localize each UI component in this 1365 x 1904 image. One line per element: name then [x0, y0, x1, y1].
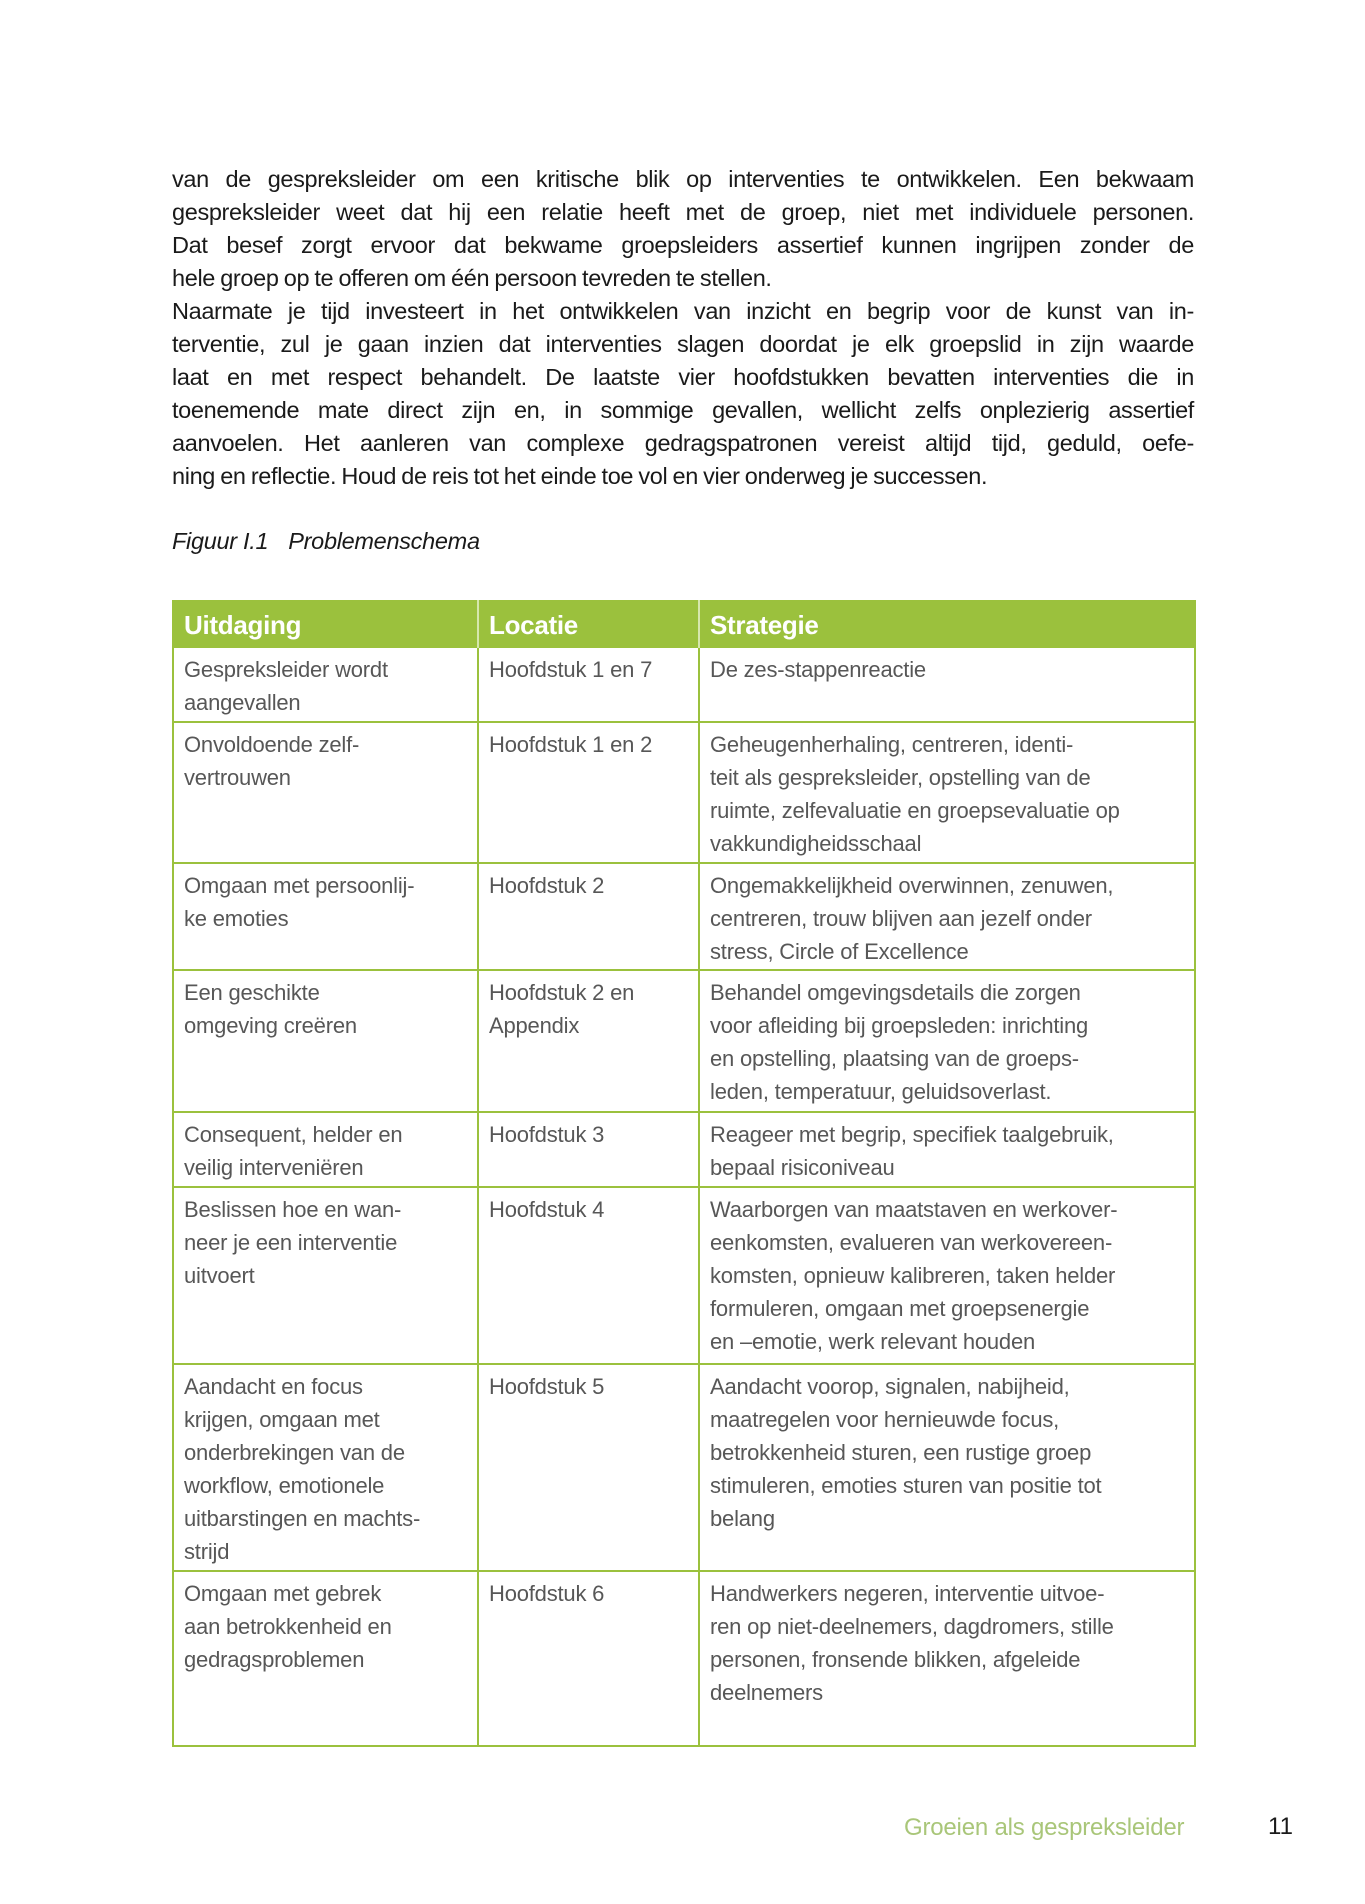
body-line: van de gespreksleider om een kritische blik op interventies te ontwikkelen. Een bekwaam — [172, 166, 1194, 192]
figure-title: Problemenschema — [288, 528, 480, 554]
cell-locatie — [478, 1571, 699, 1746]
cell-line: krijgen, omgaan met — [184, 1407, 380, 1432]
cell-line: formuleren, omgaan met groepsenergie — [710, 1296, 1090, 1321]
cell-uitdaging — [173, 1364, 478, 1571]
cell-line: Gespreksleider wordt — [184, 657, 388, 682]
cell-line: komsten, opnieuw kalibreren, taken helder — [710, 1263, 1116, 1288]
cell-line: Onvoldoende zelf- — [184, 732, 360, 757]
header-strategie: Strategie — [699, 600, 1195, 647]
cell-line: bepaal risiconiveau — [710, 1155, 895, 1180]
cell-line: leden, temperatuur, geluidsoverlast. — [710, 1079, 1052, 1104]
cell-locatie — [478, 1187, 699, 1364]
cell-line: stress, Circle of Excellence — [710, 939, 969, 964]
cell-line: teit als gespreksleider, opstelling van de — [710, 765, 1091, 790]
cell-line: betrokkenheid sturen, een rustige groep — [710, 1440, 1092, 1465]
cell-strategie — [699, 863, 1195, 970]
body-paragraphs — [172, 163, 1194, 493]
cell-line: uitvoert — [184, 1263, 255, 1288]
cell-line: stimuleren, emoties sturen van positie tot — [710, 1473, 1102, 1498]
cell-line: Waarborgen van maatstaven en werkover- — [710, 1197, 1118, 1222]
cell-line: workflow, emotionele — [184, 1473, 385, 1498]
header-uitdaging: Uitdaging — [173, 600, 478, 647]
cell-line: Beslissen hoe en wan- — [184, 1197, 402, 1222]
cell-line: ke emoties — [184, 906, 289, 931]
body-line: hele groep op te offeren om één persoon tevreden te stellen. — [172, 265, 772, 291]
cell-line: aangevallen — [184, 690, 301, 715]
cell-uitdaging — [173, 863, 478, 970]
cell-line: en –emotie, werk relevant houden — [710, 1329, 1036, 1354]
cell-uitdaging — [173, 1571, 478, 1746]
cell-line: Aandacht voorop, signalen, nabijheid, — [710, 1374, 1070, 1399]
cell-line: Behandel omgevingsdetails die zorgen — [710, 980, 1081, 1005]
cell-line: neer je een interventie — [184, 1230, 398, 1255]
cell-line: Hoofdstuk 5 — [489, 1374, 605, 1399]
running-footer-title: Groeien als gespreksleider — [904, 1814, 1185, 1841]
cell-line: en opstelling, plaatsing van de groeps- — [710, 1046, 1079, 1071]
body-line: terventie, zul je gaan inzien dat interventies slagen doordat je elk groepslid in zijn waarde — [172, 331, 1194, 357]
cell-strategie — [699, 1364, 1195, 1571]
cell-uitdaging — [173, 722, 478, 863]
table-row — [173, 1364, 1195, 1571]
cell-line: Ongemakkelijkheid overwinnen, zenuwen, — [710, 873, 1114, 898]
body-line: aanvoelen. Het aanleren van complexe gedragspatronen vereist altijd tijd, geduld, oefe- — [172, 430, 1194, 456]
header-locatie: Locatie — [478, 600, 699, 647]
cell-strategie — [699, 1187, 1195, 1364]
table-row — [173, 722, 1195, 863]
table-row — [173, 1187, 1195, 1364]
cell-line: Handwerkers negeren, interventie uitvoe- — [710, 1581, 1105, 1606]
cell-line: Hoofdstuk 1 en 7 — [489, 657, 653, 682]
cell-locatie — [478, 722, 699, 863]
cell-line: eenkomsten, evalueren van werkovereen- — [710, 1230, 1113, 1255]
cell-line: veilig interveniëren — [184, 1155, 364, 1180]
body-line: ning en reflectie. Houd de reis tot het einde toe vol en vier onderweg je successen. — [172, 463, 988, 489]
cell-line: Hoofdstuk 4 — [489, 1197, 605, 1222]
body-line: gespreksleider weet dat hij een relatie heeft met de groep, niet met individuele personen. — [172, 199, 1194, 225]
cell-locatie — [478, 863, 699, 970]
cell-line: Hoofdstuk 3 — [489, 1122, 605, 1147]
cell-line: ruimte, zelfevaluatie en groepsevaluatie op — [710, 798, 1120, 823]
table-header-row — [173, 600, 1195, 647]
cell-locatie — [478, 1112, 699, 1187]
cell-uitdaging — [173, 970, 478, 1112]
cell-line: strijd — [184, 1539, 230, 1564]
cell-line: Een geschikte — [184, 980, 320, 1005]
body-line: Naarmate je tijd investeert in het ontwikkelen van inzicht en begrip voor de kunst van in- — [172, 298, 1194, 324]
table-row — [173, 1112, 1195, 1187]
cell-uitdaging — [173, 647, 478, 722]
cell-strategie — [699, 1112, 1195, 1187]
cell-line: Reageer met begrip, specifiek taalgebruik, — [710, 1122, 1114, 1147]
cell-line: Hoofdstuk 2 en — [489, 980, 635, 1005]
cell-line: Aandacht en focus — [184, 1374, 363, 1399]
cell-line: Appendix — [489, 1013, 580, 1038]
cell-line: belang — [710, 1506, 775, 1531]
cell-line: centreren, trouw blijven aan jezelf onder — [710, 906, 1092, 931]
cell-line: deelnemers — [710, 1680, 823, 1705]
cell-line: vakkundigheidsschaal — [710, 831, 922, 856]
cell-line: omgeving creëren — [184, 1013, 357, 1038]
cell-line: De zes-stappenreactie — [710, 657, 926, 682]
figure-caption — [172, 528, 480, 555]
table-row — [173, 863, 1195, 970]
cell-line: gedragsproblemen — [184, 1647, 365, 1672]
cell-strategie — [699, 647, 1195, 722]
cell-line: Hoofdstuk 1 en 2 — [489, 732, 653, 757]
cell-line: maatregelen voor hernieuwde focus, — [710, 1407, 1060, 1432]
cell-line: onderbrekingen van de — [184, 1440, 405, 1465]
page-number: 11 — [1268, 1813, 1293, 1840]
table-row — [173, 970, 1195, 1112]
cell-line: Hoofdstuk 2 — [489, 873, 605, 898]
cell-strategie — [699, 722, 1195, 863]
cell-line: aan betrokkenheid en — [184, 1614, 392, 1639]
body-line: toenemende mate direct zijn en, in sommige gevallen, wellicht zelfs onplezierig assertief — [172, 397, 1194, 423]
cell-line: vertrouwen — [184, 765, 291, 790]
body-line: laat en met respect behandelt. De laatste vier hoofdstukken bevatten interventies die in — [172, 364, 1194, 390]
cell-line: Hoofdstuk 6 — [489, 1581, 605, 1606]
cell-line: Omgaan met persoonlij- — [184, 873, 415, 898]
figure-label: Figuur I.1 — [172, 528, 269, 554]
problem-schema-table — [172, 600, 1196, 1747]
cell-uitdaging — [173, 1187, 478, 1364]
cell-locatie — [478, 970, 699, 1112]
cell-line: Omgaan met gebrek — [184, 1581, 382, 1606]
table-row — [173, 647, 1195, 722]
cell-line: ren op niet-deelnemers, dagdromers, stille — [710, 1614, 1114, 1639]
cell-strategie — [699, 970, 1195, 1112]
cell-strategie — [699, 1571, 1195, 1746]
cell-uitdaging — [173, 1112, 478, 1187]
cell-line: voor afleiding bij groepsleden: inrichting — [710, 1013, 1089, 1038]
cell-line: Geheugenherhaling, centreren, identi- — [710, 732, 1074, 757]
body-line: Dat besef zorgt ervoor dat bekwame groepsleiders assertief kunnen ingrijpen zonder de — [172, 232, 1194, 258]
table-row — [173, 1571, 1195, 1746]
cell-line: Consequent, helder en — [184, 1122, 403, 1147]
cell-locatie — [478, 1364, 699, 1571]
cell-line: uitbarstingen en machts- — [184, 1506, 421, 1531]
cell-locatie — [478, 647, 699, 722]
cell-line: personen, fronsende blikken, afgeleide — [710, 1647, 1081, 1672]
